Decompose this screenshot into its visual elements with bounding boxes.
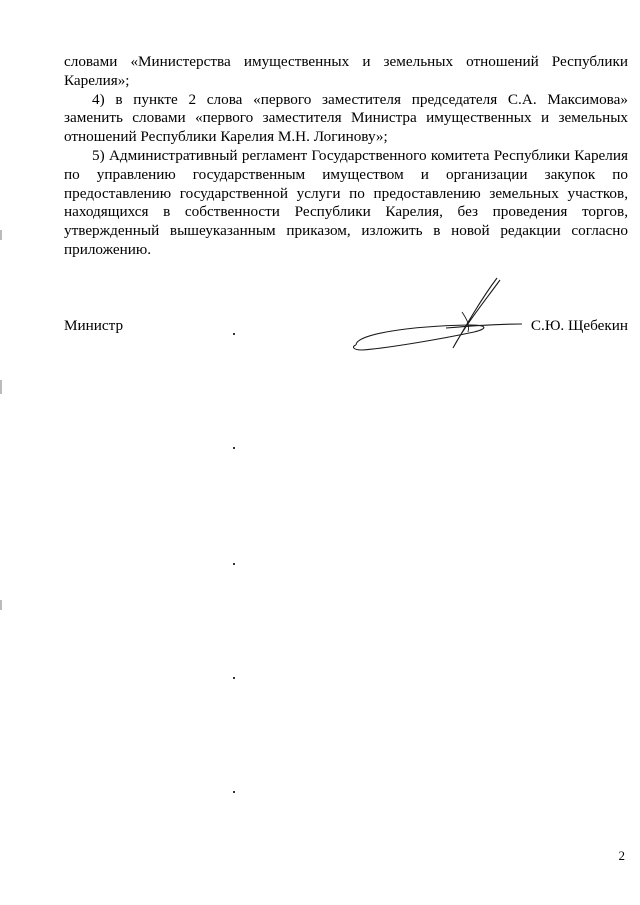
signature-block (64, 317, 628, 341)
paragraph-item-5: 5) Административный регламент Государственного комитета Республики Карелия по управлению государственным имуществом и организации закупок по предоставлению государственной услуги по предоставлению земельных участков, находящихся в собственности Республики Карелия, без проведения торгов, утвержденный вышеуказанным приказом, изложить в новой редакции согласно приложению. (64, 146, 628, 258)
scan-speck (233, 333, 235, 335)
paragraph-continuation: словами «Министерства имущественных и земельных отношений Республики Карелия»; (64, 53, 628, 89)
scan-edge-mark (0, 600, 2, 610)
scan-speck (233, 677, 235, 679)
document-body (64, 53, 628, 260)
scan-speck (233, 563, 235, 565)
paragraph-item-4: 4) в пункте 2 слова «первого заместителя председателя С.А. Максимова» заменить словами «первого заместителя Министра имущественных и земельных отношений Республики Карелия М.Н. Логинову»; (64, 90, 628, 146)
handwritten-signature (350, 272, 540, 356)
scan-edge-mark (0, 380, 2, 394)
scan-speck (233, 791, 235, 793)
page-number: 2 (618, 848, 625, 863)
signatory-name: С.Ю. Щебекин (530, 317, 628, 334)
scan-edge-mark (0, 230, 2, 240)
scan-speck (233, 447, 235, 449)
signatory-title: Министр (64, 317, 124, 334)
